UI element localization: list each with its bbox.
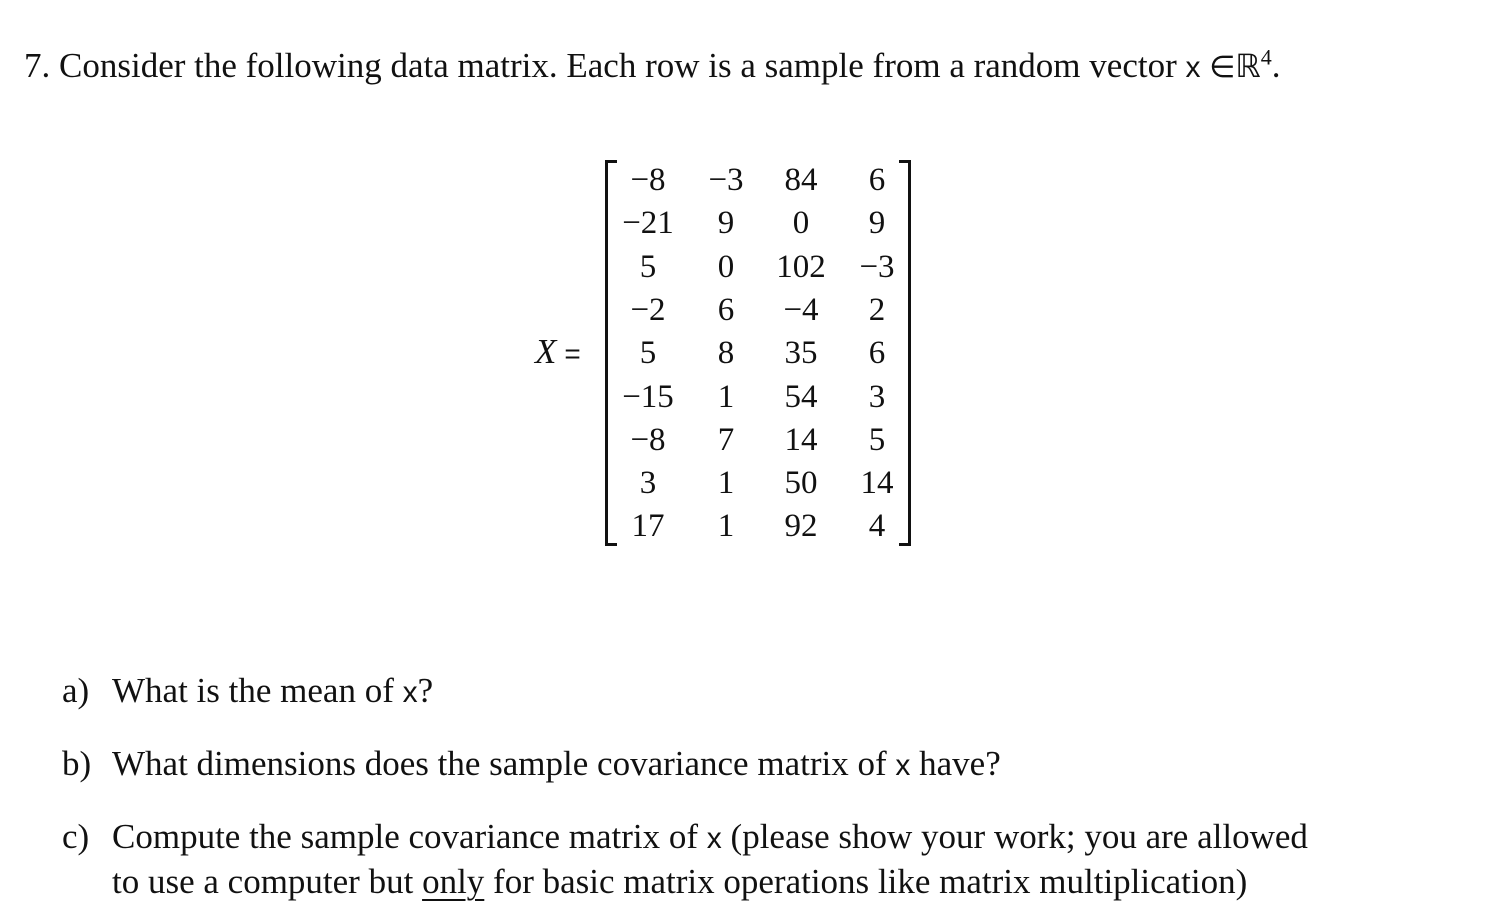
matrix-cell: 9: [717, 205, 735, 242]
matrix-cell: 3: [639, 465, 657, 502]
matrix-cell: 5: [868, 421, 886, 458]
matrix-label: [535, 330, 581, 376]
matrix-cell: −3: [859, 248, 895, 285]
matrix-cell: 0: [792, 205, 810, 242]
matrix-cell: 0: [717, 248, 735, 285]
question-b-text: [112, 742, 1001, 788]
matrix-cell: 6: [717, 291, 735, 328]
question-c-line2-post: for basic matrix operations like matrix multiplication): [493, 862, 1248, 901]
matrix-cell: 14: [860, 465, 894, 502]
matrix-cell: 92: [784, 508, 818, 545]
question-a-text-pre: What is the mean of: [112, 671, 394, 710]
problem-statement: [24, 44, 1280, 90]
matrix-cell: −4: [783, 291, 819, 328]
question-a-letter: a): [62, 671, 90, 710]
vector-symbol: x: [1185, 51, 1201, 84]
matrix-variable: X: [535, 332, 557, 371]
question-b-text-post: have?: [919, 744, 1001, 783]
matrix-cell: 1: [717, 508, 735, 545]
right-bracket: [899, 160, 911, 546]
matrix-cell: 84: [784, 162, 818, 198]
matrix-cell: −8: [630, 162, 666, 198]
equals-sign: =: [564, 338, 581, 369]
left-bracket: [605, 160, 617, 546]
question-c-letter: c): [62, 817, 90, 856]
question-c-line-1: [112, 815, 1308, 861]
real-numbers-symbol: ℝ: [1235, 47, 1261, 85]
question-c-line1-post: (please show your work; you are allowed: [730, 817, 1308, 856]
matrix-cell: 5: [639, 335, 657, 372]
matrix-cell: 17: [631, 508, 665, 545]
matrix-cell: 8: [717, 335, 735, 372]
matrix-cell: 1: [717, 465, 735, 502]
matrix-cell: 7: [717, 421, 735, 458]
matrix-cell: −2: [630, 291, 666, 328]
matrix-cell: 14: [784, 421, 818, 458]
matrix-cell: 2: [868, 291, 886, 328]
question-c-line1-pre: Compute the sample covariance matrix of: [112, 817, 699, 856]
matrix-cell: 50: [784, 465, 818, 502]
matrix-cell: 9: [868, 205, 886, 242]
question-a-text-post: ?: [417, 671, 434, 710]
matrix-cell: 1: [717, 378, 735, 415]
matrix-cell: −15: [622, 378, 674, 415]
matrix-cell: 6: [868, 162, 886, 198]
statement-period: .: [1271, 46, 1281, 85]
question-a-text: [112, 669, 433, 715]
matrix-cell: 5: [639, 248, 657, 285]
question-b-text-pre: What dimensions does the sample covariance matrix of: [112, 744, 887, 783]
question-c-line2-pre: to use a computer but: [112, 862, 414, 901]
matrix-cell: 6: [868, 335, 886, 372]
matrix-cell: 4: [868, 508, 886, 545]
element-of-symbol: ∈: [1209, 51, 1236, 84]
question-c-line-2: [112, 860, 1247, 904]
matrix-cell: −8: [630, 421, 666, 458]
question-a-symbol: x: [402, 676, 418, 709]
matrix-cell: 102: [776, 248, 826, 285]
matrix-cell: 54: [784, 378, 818, 415]
matrix-cell: 35: [784, 335, 818, 372]
matrix-cell: −3: [708, 162, 744, 198]
matrix-cell: 3: [868, 378, 886, 415]
problem-text: Consider the following data matrix. Each row is a sample from a random vector: [59, 46, 1177, 85]
problem-number: 7.: [24, 46, 51, 85]
question-c-emphasis: only: [422, 862, 485, 901]
question-b-symbol: x: [895, 749, 911, 782]
dimension-exponent: 4: [1260, 44, 1272, 70]
matrix-cell: −21: [622, 205, 674, 242]
question-b-letter: b): [62, 744, 92, 783]
question-c-symbol: x: [706, 822, 722, 855]
